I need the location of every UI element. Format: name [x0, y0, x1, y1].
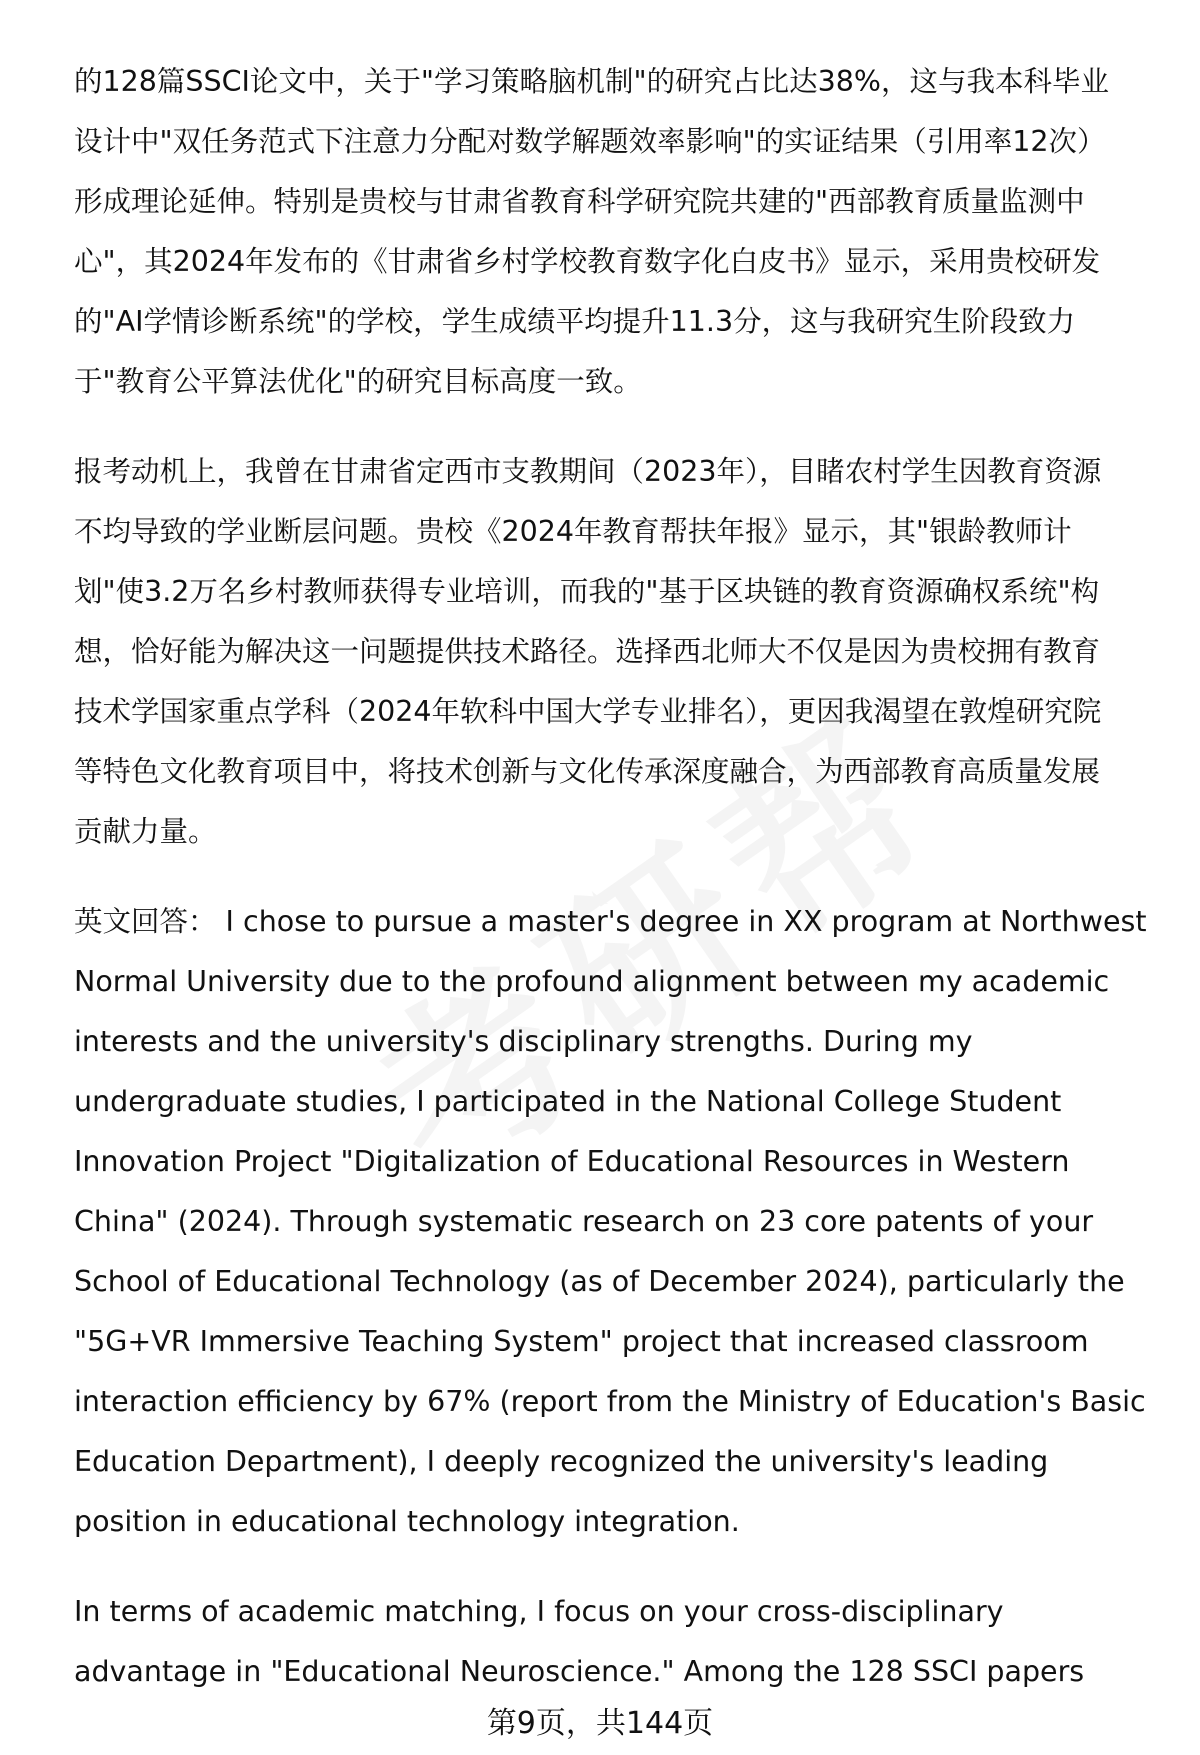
text-line: China" (2024). Through systematic research on 23 core patents of your — [74, 1205, 1094, 1238]
text-line: 于"教育公平算法优化"的研究目标高度一致。 — [74, 365, 642, 398]
text-line: advantage in "Educational Neuroscience." Among the 128 SSCI papers — [74, 1655, 1085, 1688]
text-line: Education Department), I deeply recognized the university's leading — [74, 1445, 1049, 1478]
text-line: 心"，其2024年发布的《甘肃省乡村学校教育数字化白皮书》显示，采用贵校研发 — [74, 245, 1101, 278]
text-line: 形成理论延伸。特别是贵校与甘肃省教育科学研究院共建的"西部教育质量监测中 — [74, 185, 1085, 218]
text-line: 等特色文化教育项目中，将技术创新与文化传承深度融合，为西部教育高质量发展 — [74, 755, 1101, 788]
text-line: Normal University due to the profound alignment between my academic — [74, 965, 1110, 998]
paragraph-academic-matching — [74, 1582, 1169, 1702]
text-line: 贡献力量。 — [74, 815, 217, 848]
text-line: 报考动机上，我曾在甘肃省定西市支教期间（2023年），目睹农村学生因教育资源 — [74, 455, 1102, 488]
text-line: 技术学国家重点学科（2024年软科中国大学专业排名），更因我渴望在敦煌研究院 — [74, 695, 1102, 728]
text-line: 设计中"双任务范式下注意力分配对数学解题效率影响"的实证结果（引用率12次） — [74, 125, 1106, 158]
text-line: In terms of academic matching, I focus on your cross-disciplinary — [74, 1595, 1004, 1628]
text-line: 英文回答： I chose to pursue a master's degree in XX program at Northwest — [74, 905, 1147, 938]
text-line: interaction efficiency by 67% (report from the Ministry of Education's Basic — [74, 1385, 1146, 1418]
page-number-footer: 第9页，共144页 — [486, 1706, 714, 1741]
text-line: 的128篇SSCI论文中，关于"学习策略脑机制"的研究占比达38%，这与我本科毕业 — [74, 65, 1109, 98]
text-line: undergraduate studies, I participated in the National College Student — [74, 1085, 1062, 1118]
text-line: 划"使3.2万名乡村教师获得专业培训，而我的"基于区块链的教育资源确权系统"构 — [74, 575, 1100, 608]
text-line: 想，恰好能为解决这一问题提供技术路径。选择西北师大不仅是因为贵校拥有教育 — [74, 635, 1101, 668]
text-line: 的"AI学情诊断系统"的学校，学生成绩平均提升11.3分，这与我研究生阶段致力 — [74, 305, 1076, 338]
paragraph-research-alignment — [74, 52, 1169, 412]
text-line: School of Educational Technology (as of December 2024), particularly the — [74, 1265, 1125, 1298]
paragraph-english-answer — [74, 892, 1169, 1552]
paragraph-motivation — [74, 442, 1169, 862]
text-line: position in educational technology integration. — [74, 1505, 740, 1538]
text-line: 不均导致的学业断层问题。贵校《2024年教育帮扶年报》显示，其"银龄教师计 — [74, 515, 1072, 548]
document-body — [74, 52, 1169, 1732]
text-line: interests and the university's disciplinary strengths. During my — [74, 1025, 973, 1058]
text-line: "5G+VR Immersive Teaching System" project that increased classroom — [74, 1325, 1089, 1358]
text-line: Innovation Project "Digitalization of Educational Resources in Western — [74, 1145, 1070, 1178]
